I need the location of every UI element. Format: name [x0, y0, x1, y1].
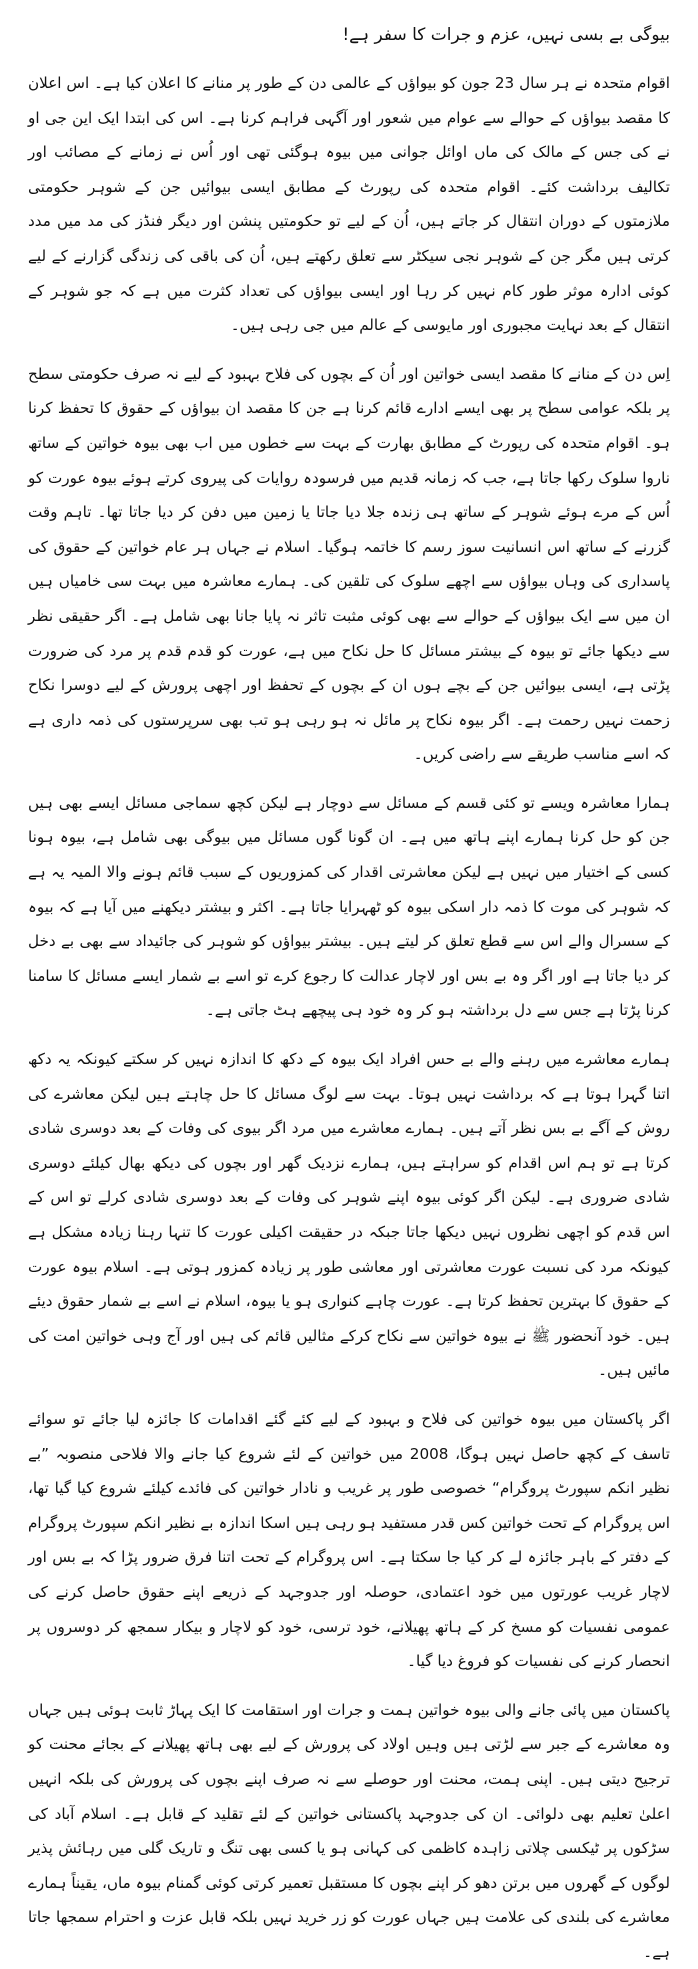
paragraph-4: ہمارے معاشرے میں رہنے والے بے حس افراد ایک بیوہ کے دکھ کا اندازہ نہیں کر سکتے کیونکہ یہ دکھ اتنا گہرا ہوتا ہے کہ برداشت نہیں ہوتا۔ بہت سے لوگ مسائل کا حل چاہتے ہیں لیکن معاشرے کی روش کے آگے بے بس نظر آتے ہیں۔ ہمارے معاشرے میں مرد اگر بیوی کی وفات کے بعد دوسری شادی کرتا ہے تو ہم اس اقدام کو سراہتے ہیں، ہمارے نزدیک گھر اور بچوں کی دیکھ بھال کیلئے دوسری شادی ضروری ہے۔ لیکن اگر کوئی بیوہ اپنے شوہر کی وفات کے بعد دوسری شادی کرلے تو اس کے اس قدم کو اچھی نظروں نہیں دیکھا جاتا جبکہ در حقیقت اکیلی عورت کا تنہا رہنا زیادہ مشکل ہے کیونکہ مرد کی نسبت عورت معاشرتی اور معاشی طور پر زیادہ کمزور ہوتی ہے۔ اسلام بیوہ عورت کے حقوق کا بہترین تحفظ کرتا ہے۔ عورت چاہے کنواری ہو یا بیوہ، اسلام نے اسے بے شمار حقوق دیئے ہیں۔ خود آنحضور ﷺ نے بیوہ خواتین سے نکاح کرکے مثالیں قائم کی ہیں اور آج وہی خواتین امت کی مائیں ہیں۔ [28, 1050, 670, 1380]
paragraph-6: پاکستان میں پائی جانے والی بیوہ خواتین ہمت و جرات اور استقامت کا ایک پہاڑ ثابت ہوئی ہیں جہاں وہ معاشرے کے جبر سے لڑتی ہیں وہیں اولاد کی پرورش کے لیے بھی ہاتھ پھیلانے کے بجائے محنت کو ترجیح دیتی ہیں۔ اپنی ہمت، محنت اور حوصلے سے نہ صرف اپنے بچوں کی پرورش کی بلکہ انہیں اعلیٰ تعلیم بھی دلوائی۔ ان کی جدوجہد پاکستانی خواتین کے لئے تقلید کے قابل ہے۔ اسلام آباد کی سڑکوں پر ٹیکسی چلاتی زاہدہ کاظمی کی کہانی ہو یا کسی بھی تنگ و تاریک گلی میں رہائش پذیر لوگوں کے گھروں میں برتن دھو کر اپنے بچوں کا مستقبل تعمیر کرتی کوئی گمنام بیوہ ماں، یقیناً ہمارے معاشرے کی بلندی کی علامت ہیں جہاں عورت کو زر خرید نہیں بلکہ قابل عزت و احترام سمجھا جاتا ہے۔ [28, 1700, 670, 1961]
paragraph-3: ہمارا معاشرہ ویسے تو کئی قسم کے مسائل سے دوچار ہے لیکن کچھ سماجی مسائل ایسے بھی ہیں جن کو حل کرنا ہمارے اپنے ہاتھ میں ہے۔ ان گونا گوں مسائل میں بیوگی بھی شامل ہے، بیوہ ہونا کسی کے اختیار میں نہیں ہے لیکن معاشرتی اقدار کی کمزوریوں کے سبب قائم ہونے والا المیہ یہ ہے کہ شوہر کی موت کا ذمہ دار اسکی بیوہ کو ٹھہرایا جاتا ہے۔ اکثر و بیشتر دیکھنے میں آیا ہے کہ بیوہ کے سسرال والے اس سے قطع تعلق کر لیتے ہیں۔ بیشتر بیواؤں کو شوہر کی جائیداد سے بھی بے دخل کر دیا جاتا ہے اور اگر وہ بے بس اور لاچار عدالت کا رجوع کرے تو اسے بے شمار ایسے مسائل کا سامنا کرنا پڑتا ہے جس سے دل برداشتہ ہو کر وہ خود ہی پیچھے ہٹ جاتی ہے۔ [28, 793, 670, 1020]
paragraph-1: اقوام متحدہ نے ہر سال 23 جون کو بیواؤں کے عالمی دن کے طور پر منانے کا اعلان کیا ہے۔ اس اعلان کا مقصد بیواؤں کے حوالے سے عوام میں شعور اور آگہی فراہم کرنا ہے۔ اس کی ابتدا ایک این جی او نے کی جس کے مالک کی ماں اوائل جوانی میں بیوہ ہوگئی تھی اور اُس نے زمانے کے مصائب اور تکالیف برداشت کئے۔ اقوام متحدہ کی رپورٹ کے مطابق ایسی بیوائیں جن کے شوہر حکومتی ملازمتوں کے دوران انتقال کر جاتے ہیں، اُن کے لیے تو حکومتیں پنشن اور دیگر فنڈز کی مد میں مدد کرتی ہیں مگر جن کے شوہر نجی سیکٹر سے تعلق رکھتے ہیں، اُن کی باقی کی زندگی گزارنے کے لیے کوئی ادارہ موثر طور کام نہیں کر رہا اور ایسی بیواؤں کی تعداد کثرت میں ہے کہ جو شوہر کے انتقال کے بعد نہایت مجبوری اور مایوسی کے عالم میں جی رہی ہیں۔ [28, 74, 670, 335]
article-title: بیوگی بے بسی نہیں، عزم و جرات کا سفر ہے! [342, 25, 670, 45]
paragraph-5: اگر پاکستان میں بیوہ خواتین کی فلاح و بہبود کے لیے کئے گئے اقدامات کا جائزہ لیا جائے تو سوائے تاسف کے کچھ حاصل نہیں ہوگا، 2008 میں خواتین کے لئے شروع کیا جانے والا فلاحی منصوبہ ”بے نظیر انکم سپورٹ پروگرام“ خصوصی طور پر غریب و نادار خواتین کی فائدے کیلئے شروع کیا گیا تھا، اس پروگرام کے تحت خواتین کس قدر مستفید ہو رہی ہیں اسکا اندازہ بے نظیر انکم سپورٹ پروگرام کے دفتر کے باہر جائزہ لے کر کیا جا سکتا ہے۔ اس پروگرام کے تحت اتنا فرق ضرور پڑا کہ بے بس اور لاچار غریب عورتوں میں خود اعتمادی، حوصلہ اور جدوجہد کے ذریعے اپنے حقوق حاصل کرنے کی عمومی نفسیات کو مسخ کر کے ہاتھ پھیلانے، خود ترسی، خود کو لاچار و بیکار سمجھ کر دوسروں پر انحصار کرنے کی نفسیات کو فروغ دیا گیا۔ [28, 1409, 670, 1671]
paragraph-2: اِس دن کے منانے کا مقصد ایسی خواتین اور اُن کے بچوں کی فلاح بہبود کے لیے نہ صرف حکومتی سطح پر بلکہ عوامی سطح پر بھی ایسے ادارے قائم کرنا ہے جن کا مقصد ان بیواؤں کے حقوق کا تحفظ کرنا ہو۔ اقوام متحدہ کی رپورٹ کے مطابق بھارت کے بہت سے خطوں میں اب بھی بیوہ خواتین کے ساتھ ناروا سلوک رکھا جاتا ہے، جب کہ زمانہ قدیم میں فرسودہ روایات کی پیروی کرتے ہوئے بیوہ عورت کو اُس کے مرے ہوئے شوہر کے ساتھ ہی زندہ جلا دیا جاتا یا زمین میں دفن کر دیا جاتا تھا۔ تاہم وقت گزرنے کے ساتھ اس انسانیت سوز رسم کا خاتمہ ہوگیا۔ اسلام نے جہاں ہر عام خواتین کے حقوق کی پاسداری کی وہاں بیواؤں سے اچھے سلوک کی تلقین کی۔ ہمارے معاشرہ میں بہت سی خامیاں ہیں ان میں سے ایک بیواؤں کے حوالے سے بھی کوئی مثبت تاثر نہ پایا جانا بھی شامل ہے۔ اگر حقیقی نظر سے دیکھا جائے تو بیوہ کے بیشتر مسائل کا حل نکاح میں ہے، عورت کو قدم قدم پر مرد کی ضرورت پڑتی ہے، ایسی بیوائیں جن کے بچے ہوں ان کے بچوں کے تحفظ اور اچھی پرورش کے لیے دوسرا نکاح زحمت نہیں رحمت ہے۔ اگر بیوہ نکاح پر مائل نہ ہو رہی ہو تب بھی سرپرستوں کی ذمہ داری ہے کہ اسے مناسب طریقے سے راضی کریں۔ [28, 364, 670, 764]
